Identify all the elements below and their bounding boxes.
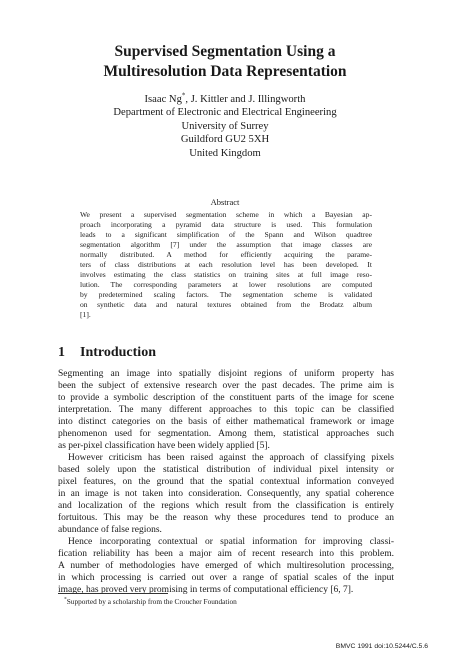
author-block — [40, 93, 410, 160]
abstract-heading: Abstract — [210, 197, 240, 207]
body-line: abundance of false regions. — [58, 525, 162, 535]
title-line-2: Multiresolution Data Representation — [103, 63, 347, 80]
abstract-line: [1]. — [80, 310, 91, 319]
body-line: been the subject of extensive research over the past decades. The prime aim is — [58, 381, 394, 391]
author-line — [40, 93, 410, 106]
author-rest: , J. Kittler and J. Illingworth — [185, 94, 306, 105]
body-line: into distinct categories on the basis of either mathematical framework or image — [58, 417, 394, 427]
footnote-mark: * — [64, 596, 67, 603]
section-heading — [58, 344, 398, 362]
body-line: to provide a symbolic description of the constituent parts of the image for scene — [58, 393, 394, 403]
body-line: as per-pixel classification have been widely applied [5]. — [58, 441, 270, 451]
footnote-rule — [58, 593, 168, 594]
abstract-line: on synthetic data and natural textures obtained from the Brodatz album — [80, 300, 372, 309]
abstract-line: leads to a significant simplification of the Spann and Wilson quadtree — [80, 230, 372, 239]
body-line: in an image is not taken into consideration. Consequently, any spatial coherence — [58, 489, 394, 499]
section-title: Introduction — [80, 345, 156, 360]
footnote-text: Supported by a scholarship from the Croucher Foundation — [66, 597, 237, 606]
body-line: interpretation. The many different approaches to this topic can be classified — [58, 405, 394, 415]
body-line: fortuitous. This may be the reason why these procedures tend to produce an — [58, 513, 394, 523]
abstract-line: by predetermined scaling factors. The segmentation scheme is validated — [80, 290, 372, 299]
abstract-text — [80, 210, 372, 320]
title-line-1: Supervised Segmentation Using a — [114, 43, 336, 60]
affiliation-line-3: Guildford GU2 5XH — [180, 134, 270, 146]
affiliation-line-1: Department of Electronic and Electrical Engineering — [113, 107, 337, 119]
section-number: 1 — [58, 345, 65, 360]
body-line: fication reliability has been a major aim of recent research into this problem. — [58, 549, 394, 559]
abstract-line: lution. The corresponding parameters at lower resolutions are computed — [80, 280, 372, 289]
body-line: based solely upon the statistical distribution of individual pixel intensity or — [58, 465, 394, 475]
footnote — [64, 597, 394, 607]
body-line: Hence incorporating contextual or spatial information for improving classi- — [68, 537, 394, 547]
body-line: in which processing is carried out over a range of spatial scales of the input — [58, 573, 394, 583]
body-line: image, has proved very promising in terms of computational efficiency [6, 7]. — [58, 585, 354, 595]
body-line: and localization of the regions which result from the classification is entirely — [58, 501, 394, 511]
abstract-line: segmentation algorithm [7] under the assumption that image classes are — [80, 240, 372, 249]
author-footnote-mark: * — [181, 91, 186, 100]
abstract-line: proach incorporating a pyramid data structure is used. This formulation — [80, 220, 372, 229]
abstract-line: normally distributed. A method for efficiently acquiring the parame- — [80, 250, 372, 259]
body-text — [58, 368, 394, 596]
body-line: Segmenting an image into spatially disjoint regions of uniform property has — [58, 369, 394, 379]
body-line: phenomenon used for segmentation. Among them, statistical approaches such — [58, 429, 394, 439]
page-footer-doi: BMVC 1991 doi:10.5244/C.5.6 — [335, 643, 428, 650]
paper-title — [40, 42, 410, 82]
abstract-line: We present a supervised segmentation scheme in which a Bayesian ap- — [80, 210, 372, 219]
author-first: Isaac Ng — [144, 94, 182, 105]
abstract-line: ters of class distributions at each resolution level has been developed. It — [80, 260, 372, 269]
affiliation-line-2: University of Surrey — [181, 120, 269, 132]
affiliation-line-4: United Kingdom — [189, 147, 261, 159]
body-line: pixel features, on the ground that the spatial contextual information conveyed — [58, 477, 394, 487]
abstract-line: involves estimating the class statistics on training sites at full image reso- — [80, 270, 372, 279]
body-line: However criticism has been raised against the approach of classifying pixels — [68, 453, 394, 463]
body-line: A number of methodologies have emerged of which multiresolution processing, — [58, 561, 394, 571]
